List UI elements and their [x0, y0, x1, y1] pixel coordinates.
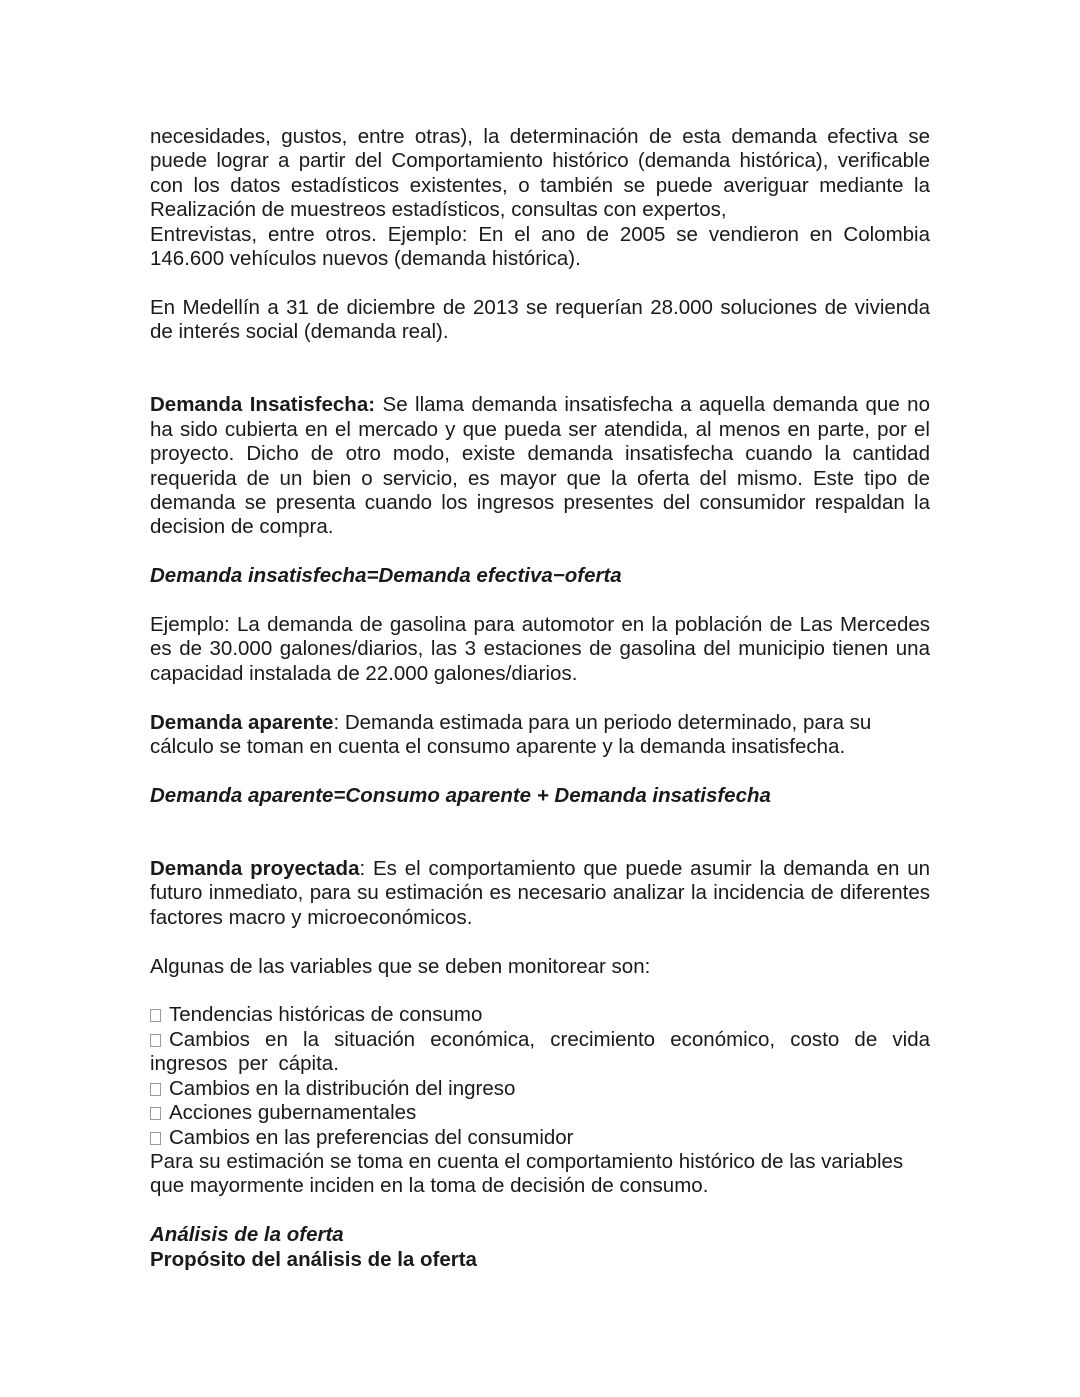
list-item: Cambios en las preferencias del consumidor	[150, 1126, 930, 1150]
list-item: Acciones gubernamentales	[150, 1101, 930, 1125]
checkbox-icon	[150, 1009, 161, 1022]
document-page	[150, 125, 930, 1272]
spacer	[150, 979, 930, 1003]
spacer	[150, 759, 930, 783]
aparente-text: : Demanda estimada para un periodo determinado, para su cálculo se toman en cuenta el consumo aparente y la demanda insatisfecha.	[150, 710, 872, 759]
variables-list	[150, 1003, 930, 1149]
spacer	[150, 345, 930, 394]
checkbox-icon	[150, 1107, 161, 1120]
gasolina-example: Ejemplo: La demanda de gasolina para automotor en la población de Las Mercedes es de 30.000 galones/diarios, las 3 estaciones de gasolina del municipio tienen una capacidad instalada de 22.000 galones/diarios.	[150, 613, 930, 685]
list-item: Cambios en la distribución del ingreso	[150, 1077, 930, 1101]
intro-paragraph: necesidades, gustos, entre otras), la determinación de esta demanda efectiva se puede lograr a partir del Comportamiento histórico (demanda histórica), verificable con los datos estadísticos existentes, o también se puede averiguar mediante la Realización de muestreos estadísticos, consultas con expertos,	[150, 125, 930, 222]
spacer	[150, 808, 930, 857]
insatisfecha-definition	[150, 393, 930, 539]
checkbox-icon	[150, 1034, 161, 1047]
proyectada-text: : Es el comportamiento que puede asumir la demanda en un futuro inmediato, para su estimación es necesario analizar la incidencia de diferentes factores macro y microeconómicos.	[150, 857, 930, 929]
estimation-paragraph: Para su estimación se toma en cuenta el comportamiento histórico de las variables que mayormente inciden en la toma de decisión de consumo.	[150, 1149, 904, 1198]
medellin-example: En Medellín a 31 de diciembre de 2013 se requerían 28.000 soluciones de vivienda de interés social (demanda real).	[150, 295, 930, 344]
proyectada-definition	[150, 857, 930, 930]
spacer	[150, 589, 930, 613]
aparente-term: Demanda aparente	[150, 710, 334, 734]
spacer	[150, 271, 930, 295]
checkbox-icon	[150, 1083, 161, 1096]
insatisfecha-term: Demanda Insatisfecha:	[150, 393, 376, 417]
proyectada-term: Demanda proyectada	[150, 857, 360, 881]
aparente-definition	[150, 711, 930, 760]
intro-paragraph-example: Entrevistas, entre otros. Ejemplo: En el ano de 2005 se vendieron en Colombia 146.600 vehículos nuevos (demanda histórica).	[150, 222, 930, 271]
insatisfecha-formula: Demanda insatisfecha=Demanda efectiva−oferta	[150, 564, 622, 588]
checkbox-icon	[150, 1132, 161, 1145]
oferta-heading: Análisis de la oferta	[150, 1223, 344, 1247]
list-item: Tendencias históricas de consumo	[150, 1003, 930, 1027]
aparente-formula: Demanda aparente=Consumo aparente + Demanda insatisfecha	[150, 783, 771, 807]
insatisfecha-text: Se llama demanda insatisfecha a aquella demanda que no ha sido cubierta en el mercado y que pueda ser atendida, al menos en parte, por el proyecto. Dicho de otro modo, existe demanda insatisfecha cuando la cantidad requerida de un bien o servicio, es mayor que la oferta del mismo. Este tipo de demanda se presenta cuando los ingresos presentes del consumidor respaldan la decision de compra.	[150, 393, 930, 539]
spacer	[150, 1199, 930, 1223]
spacer	[150, 686, 930, 710]
variables-intro: Algunas de las variables que se deben monitorear son:	[150, 954, 651, 978]
spacer	[150, 930, 930, 954]
oferta-purpose-heading: Propósito del análisis de la oferta	[150, 1247, 477, 1271]
spacer	[150, 540, 930, 564]
list-item: Cambios en la situación económica, crecimiento económico, costo de vida ingresos per cápita.	[150, 1027, 930, 1076]
